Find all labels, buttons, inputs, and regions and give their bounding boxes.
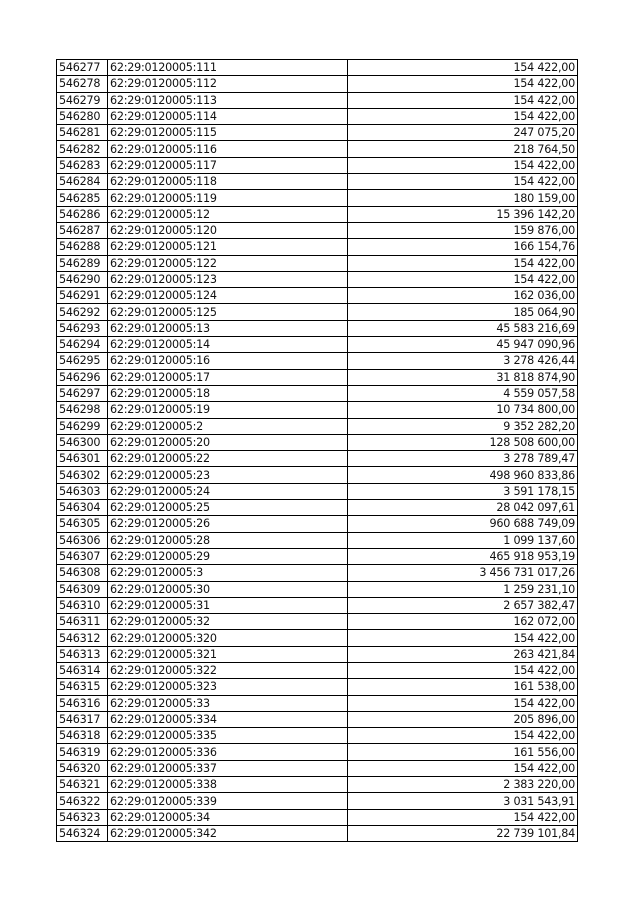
cadastral-number-cell: 62:29:0120005:336 xyxy=(108,744,348,760)
cadastral-number-cell: 62:29:0120005:337 xyxy=(108,760,348,776)
table-row xyxy=(57,337,578,353)
table-row xyxy=(57,516,578,532)
cadastral-number-cell: 62:29:0120005:20 xyxy=(108,434,348,450)
table-row xyxy=(57,60,578,76)
table-row xyxy=(57,385,578,401)
value-cell: 2 657 382,47 xyxy=(348,597,578,613)
table-row xyxy=(57,711,578,727)
value-cell: 4 559 057,58 xyxy=(348,385,578,401)
value-cell: 154 422,00 xyxy=(348,157,578,173)
table-row xyxy=(57,793,578,809)
row-id-cell: 546324 xyxy=(57,825,108,841)
cadastral-number-cell: 62:29:0120005:120 xyxy=(108,222,348,238)
row-id-cell: 546277 xyxy=(57,60,108,76)
cadastral-number-cell: 62:29:0120005:25 xyxy=(108,500,348,516)
cadastral-number-cell: 62:29:0120005:112 xyxy=(108,76,348,92)
value-cell: 1 099 137,60 xyxy=(348,532,578,548)
value-cell: 128 508 600,00 xyxy=(348,434,578,450)
cadastral-number-cell: 62:29:0120005:124 xyxy=(108,288,348,304)
value-cell: 31 818 874,90 xyxy=(348,369,578,385)
table-row xyxy=(57,467,578,483)
value-cell: 166 154,76 xyxy=(348,239,578,255)
row-id-cell: 546308 xyxy=(57,565,108,581)
table-row xyxy=(57,679,578,695)
value-cell: 45 583 216,69 xyxy=(348,320,578,336)
table-row xyxy=(57,451,578,467)
cadastral-number-cell: 62:29:0120005:117 xyxy=(108,157,348,173)
table-row xyxy=(57,190,578,206)
value-cell: 3 278 426,44 xyxy=(348,353,578,369)
value-cell: 247 075,20 xyxy=(348,125,578,141)
table-body xyxy=(57,60,578,842)
row-id-cell: 546287 xyxy=(57,222,108,238)
table-row xyxy=(57,125,578,141)
table-row xyxy=(57,662,578,678)
row-id-cell: 546302 xyxy=(57,467,108,483)
row-id-cell: 546313 xyxy=(57,646,108,662)
value-cell: 10 734 800,00 xyxy=(348,402,578,418)
value-cell: 498 960 833,86 xyxy=(348,467,578,483)
cadastral-number-cell: 62:29:0120005:323 xyxy=(108,679,348,695)
table-row xyxy=(57,630,578,646)
value-cell: 1 259 231,10 xyxy=(348,581,578,597)
cadastral-number-cell: 62:29:0120005:14 xyxy=(108,337,348,353)
table-row xyxy=(57,206,578,222)
table-row xyxy=(57,353,578,369)
row-id-cell: 546309 xyxy=(57,581,108,597)
cadastral-number-cell: 62:29:0120005:32 xyxy=(108,614,348,630)
table-row xyxy=(57,141,578,157)
table-row xyxy=(57,728,578,744)
value-cell: 154 422,00 xyxy=(348,92,578,108)
row-id-cell: 546301 xyxy=(57,451,108,467)
row-id-cell: 546294 xyxy=(57,337,108,353)
table-row xyxy=(57,532,578,548)
table-row xyxy=(57,108,578,124)
cadastral-number-cell: 62:29:0120005:19 xyxy=(108,402,348,418)
cadastral-number-cell: 62:29:0120005:342 xyxy=(108,825,348,841)
cadastral-number-cell: 62:29:0120005:31 xyxy=(108,597,348,613)
row-id-cell: 546296 xyxy=(57,369,108,385)
row-id-cell: 546284 xyxy=(57,174,108,190)
row-id-cell: 546289 xyxy=(57,255,108,271)
row-id-cell: 546292 xyxy=(57,304,108,320)
row-id-cell: 546321 xyxy=(57,777,108,793)
cadastral-number-cell: 62:29:0120005:113 xyxy=(108,92,348,108)
value-cell: 960 688 749,09 xyxy=(348,516,578,532)
value-cell: 2 383 220,00 xyxy=(348,777,578,793)
table-row xyxy=(57,288,578,304)
row-id-cell: 546310 xyxy=(57,597,108,613)
row-id-cell: 546317 xyxy=(57,711,108,727)
value-cell: 154 422,00 xyxy=(348,728,578,744)
cadastral-number-cell: 62:29:0120005:3 xyxy=(108,565,348,581)
value-cell: 154 422,00 xyxy=(348,809,578,825)
value-cell: 162 036,00 xyxy=(348,288,578,304)
value-cell: 263 421,84 xyxy=(348,646,578,662)
row-id-cell: 546318 xyxy=(57,728,108,744)
cadastral-number-cell: 62:29:0120005:125 xyxy=(108,304,348,320)
value-cell: 154 422,00 xyxy=(348,760,578,776)
table-row xyxy=(57,809,578,825)
table-row xyxy=(57,157,578,173)
cadastral-number-cell: 62:29:0120005:119 xyxy=(108,190,348,206)
table-row xyxy=(57,320,578,336)
cadastral-number-cell: 62:29:0120005:335 xyxy=(108,728,348,744)
row-id-cell: 546298 xyxy=(57,402,108,418)
cadastral-number-cell: 62:29:0120005:28 xyxy=(108,532,348,548)
table-row xyxy=(57,255,578,271)
value-cell: 15 396 142,20 xyxy=(348,206,578,222)
value-cell: 154 422,00 xyxy=(348,76,578,92)
table-row xyxy=(57,304,578,320)
table-row xyxy=(57,825,578,841)
cadastral-number-cell: 62:29:0120005:322 xyxy=(108,662,348,678)
row-id-cell: 546323 xyxy=(57,809,108,825)
row-id-cell: 546319 xyxy=(57,744,108,760)
row-id-cell: 546300 xyxy=(57,434,108,450)
table-row xyxy=(57,271,578,287)
row-id-cell: 546311 xyxy=(57,614,108,630)
value-cell: 154 422,00 xyxy=(348,174,578,190)
cadastral-number-cell: 62:29:0120005:111 xyxy=(108,60,348,76)
cadastral-number-cell: 62:29:0120005:33 xyxy=(108,695,348,711)
cadastral-number-cell: 62:29:0120005:26 xyxy=(108,516,348,532)
row-id-cell: 546304 xyxy=(57,500,108,516)
table-row xyxy=(57,222,578,238)
cadastral-number-cell: 62:29:0120005:30 xyxy=(108,581,348,597)
row-id-cell: 546279 xyxy=(57,92,108,108)
cadastral-number-cell: 62:29:0120005:321 xyxy=(108,646,348,662)
row-id-cell: 546314 xyxy=(57,662,108,678)
cadastral-number-cell: 62:29:0120005:334 xyxy=(108,711,348,727)
value-cell: 3 456 731 017,26 xyxy=(348,565,578,581)
cadastral-number-cell: 62:29:0120005:22 xyxy=(108,451,348,467)
table-row xyxy=(57,174,578,190)
table-row xyxy=(57,483,578,499)
row-id-cell: 546305 xyxy=(57,516,108,532)
row-id-cell: 546288 xyxy=(57,239,108,255)
value-cell: 185 064,90 xyxy=(348,304,578,320)
value-cell: 154 422,00 xyxy=(348,695,578,711)
row-id-cell: 546291 xyxy=(57,288,108,304)
value-cell: 465 918 953,19 xyxy=(348,548,578,564)
value-cell: 154 422,00 xyxy=(348,60,578,76)
value-cell: 3 031 543,91 xyxy=(348,793,578,809)
table-row xyxy=(57,402,578,418)
table-row xyxy=(57,614,578,630)
table-row xyxy=(57,646,578,662)
cadastral-number-cell: 62:29:0120005:18 xyxy=(108,385,348,401)
row-id-cell: 546297 xyxy=(57,385,108,401)
cadastral-number-cell: 62:29:0120005:115 xyxy=(108,125,348,141)
cadastral-value-table xyxy=(56,59,578,842)
row-id-cell: 546316 xyxy=(57,695,108,711)
row-id-cell: 546299 xyxy=(57,418,108,434)
row-id-cell: 546295 xyxy=(57,353,108,369)
row-id-cell: 546320 xyxy=(57,760,108,776)
row-id-cell: 546306 xyxy=(57,532,108,548)
value-cell: 161 556,00 xyxy=(348,744,578,760)
row-id-cell: 546283 xyxy=(57,157,108,173)
row-id-cell: 546303 xyxy=(57,483,108,499)
row-id-cell: 546307 xyxy=(57,548,108,564)
row-id-cell: 546290 xyxy=(57,271,108,287)
cadastral-number-cell: 62:29:0120005:121 xyxy=(108,239,348,255)
value-cell: 3 278 789,47 xyxy=(348,451,578,467)
table-row xyxy=(57,76,578,92)
value-cell: 205 896,00 xyxy=(348,711,578,727)
value-cell: 22 739 101,84 xyxy=(348,825,578,841)
value-cell: 159 876,00 xyxy=(348,222,578,238)
value-cell: 45 947 090,96 xyxy=(348,337,578,353)
row-id-cell: 546278 xyxy=(57,76,108,92)
table-row xyxy=(57,581,578,597)
value-cell: 154 422,00 xyxy=(348,662,578,678)
cadastral-number-cell: 62:29:0120005:34 xyxy=(108,809,348,825)
row-id-cell: 546322 xyxy=(57,793,108,809)
table-row xyxy=(57,597,578,613)
cadastral-number-cell: 62:29:0120005:29 xyxy=(108,548,348,564)
table-row xyxy=(57,239,578,255)
row-id-cell: 546282 xyxy=(57,141,108,157)
table-row xyxy=(57,565,578,581)
cadastral-number-cell: 62:29:0120005:17 xyxy=(108,369,348,385)
cadastral-number-cell: 62:29:0120005:23 xyxy=(108,467,348,483)
table-row xyxy=(57,760,578,776)
row-id-cell: 546285 xyxy=(57,190,108,206)
value-cell: 154 422,00 xyxy=(348,255,578,271)
cadastral-number-cell: 62:29:0120005:116 xyxy=(108,141,348,157)
table-row xyxy=(57,744,578,760)
cadastral-number-cell: 62:29:0120005:118 xyxy=(108,174,348,190)
cadastral-number-cell: 62:29:0120005:338 xyxy=(108,777,348,793)
table-row xyxy=(57,695,578,711)
value-cell: 28 042 097,61 xyxy=(348,500,578,516)
cadastral-number-cell: 62:29:0120005:13 xyxy=(108,320,348,336)
cadastral-number-cell: 62:29:0120005:2 xyxy=(108,418,348,434)
cadastral-number-cell: 62:29:0120005:339 xyxy=(108,793,348,809)
value-cell: 218 764,50 xyxy=(348,141,578,157)
cadastral-number-cell: 62:29:0120005:114 xyxy=(108,108,348,124)
table-row xyxy=(57,92,578,108)
row-id-cell: 546281 xyxy=(57,125,108,141)
table-row xyxy=(57,418,578,434)
table-row xyxy=(57,434,578,450)
value-cell: 180 159,00 xyxy=(348,190,578,206)
cadastral-number-cell: 62:29:0120005:320 xyxy=(108,630,348,646)
value-cell: 154 422,00 xyxy=(348,271,578,287)
cadastral-number-cell: 62:29:0120005:123 xyxy=(108,271,348,287)
table-row xyxy=(57,369,578,385)
row-id-cell: 546293 xyxy=(57,320,108,336)
cadastral-number-cell: 62:29:0120005:24 xyxy=(108,483,348,499)
table-row xyxy=(57,548,578,564)
cadastral-number-cell: 62:29:0120005:12 xyxy=(108,206,348,222)
row-id-cell: 546286 xyxy=(57,206,108,222)
cadastral-number-cell: 62:29:0120005:122 xyxy=(108,255,348,271)
table-row xyxy=(57,777,578,793)
value-cell: 162 072,00 xyxy=(348,614,578,630)
row-id-cell: 546280 xyxy=(57,108,108,124)
value-cell: 161 538,00 xyxy=(348,679,578,695)
cadastral-number-cell: 62:29:0120005:16 xyxy=(108,353,348,369)
value-cell: 154 422,00 xyxy=(348,630,578,646)
table-row xyxy=(57,500,578,516)
value-cell: 3 591 178,15 xyxy=(348,483,578,499)
value-cell: 9 352 282,20 xyxy=(348,418,578,434)
value-cell: 154 422,00 xyxy=(348,108,578,124)
row-id-cell: 546312 xyxy=(57,630,108,646)
row-id-cell: 546315 xyxy=(57,679,108,695)
